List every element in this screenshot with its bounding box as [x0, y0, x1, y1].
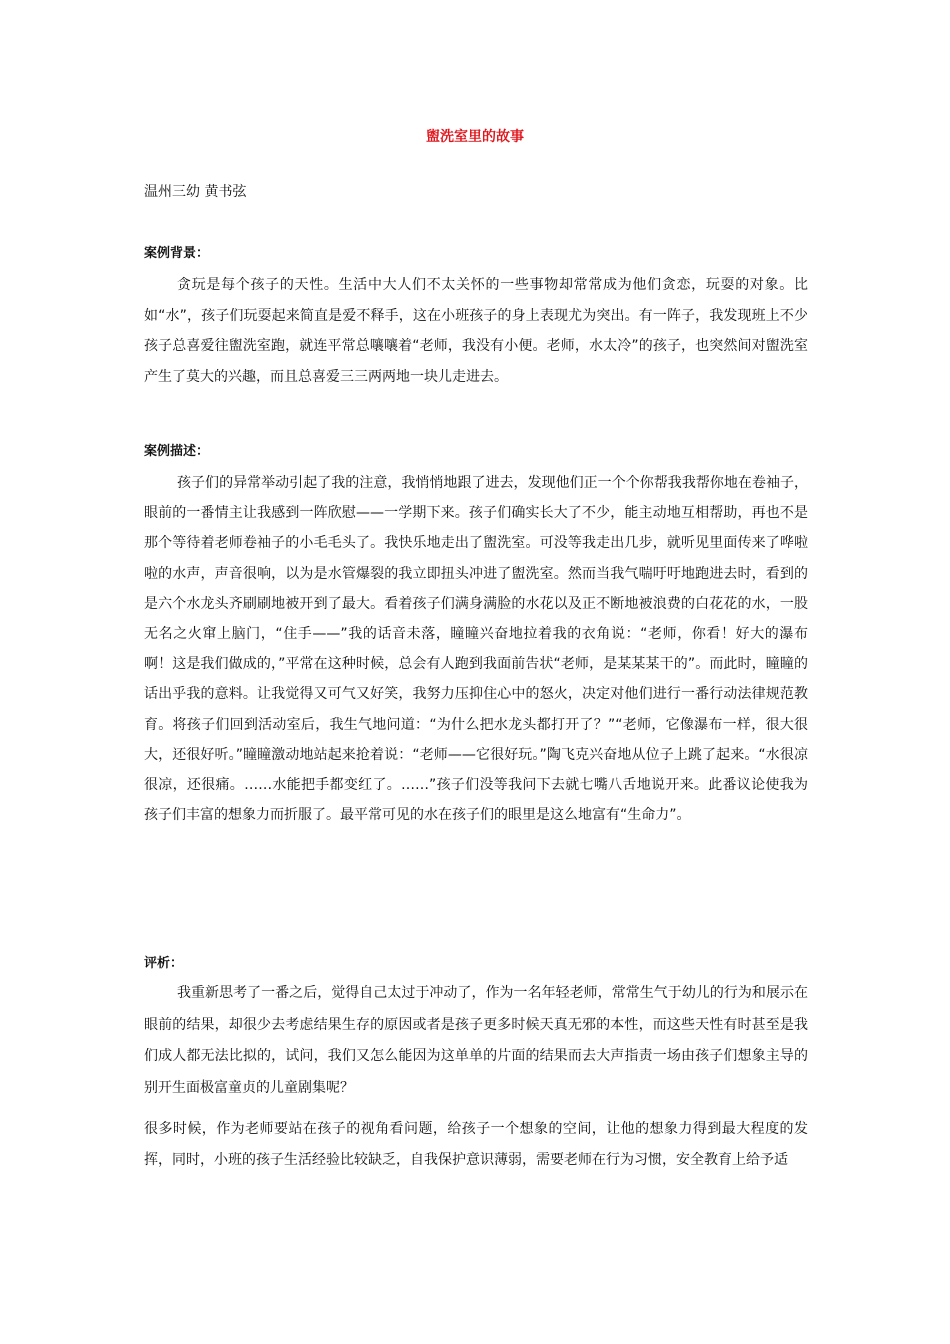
- section-heading-background: 案例背景：: [144, 246, 210, 261]
- description-paragraph: 孩子们的异常举动引起了我的注意，我悄悄地跟了进去，发现他们正一个个你帮我我帮你地在卷袖子，眼前的一番情主让我感到一阵欣慰——一学期下来。孩子们确实长大了不少，能主动地互相帮助，再也不是那个等待着老师卷袖子的小毛毛头了。我快乐地走出了盥洗室。可没等我走出几步，就听见里面传来了哗啦啦的水声，声音很响，以为是水管爆裂的我立即扭头冲进了盥洗室。然而当我气喘吁吁地跑进去时，看到的是六个水龙头齐刷刷地被开到了最大。看着孩子们满身满脸的水花以及正不断地被浪费的白花花的水，一股无名之火窜上脑门，“住手——”我的话音未落，瞳瞳兴奋地拉着我的衣角说：“老师，你看！好大的瀑布啊！这是我们做成的，”平常在这种时候，总会有人跑到我面前告状“老师，是某某某干的”。而此时，瞳瞳的话出乎我的意料。让我觉得又可气又好笑，我努力压抑住心中的怒火，决定对他们进行一番行动法律规范教育。将孩子们回到活动室后，我生气地问道：“为什么把水龙头都打开了？”“老师，它像瀑布一样，很大很大，还很好听。”瞳瞳激动地站起来抢着说：“老师——它很好玩。”陶飞克兴奋地从位子上跳了起来。“水很凉很凉，还很痛。……水能把手都变红了。……”孩子们没等我问下去就七嘴八舌地说开来。此番议论使我为孩子们丰富的想象力而折服了。最平常可见的水在孩子们的眼里是这么地富有“生命力”。: [144, 475, 808, 824]
- author-line: 温州三幼 黄书弦: [144, 184, 247, 200]
- analysis-paragraph-2: 很多时候，作为老师要站在孩子的视角看问题，给孩子一个想象的空间，让他的想象力得到最大程度的发挥，同时，小班的孩子生活经验比较缺乏，自我保护意识薄弱，需要老师在行为习惯，安全教育上给予适: [144, 1121, 808, 1168]
- analysis-paragraph-1: 我重新思考了一番之后，觉得自己太过于冲动了，作为一名年轻老师，常常生气于幼儿的行为和展示在眼前的结果，却很少去考虑结果生存的原因或者是孩子更多时候天真无邪的本性，而这些天性有时甚至是我们成人都无法比拟的，试问，我们又怎么能因为这单单的片面的结果而去大声指责一场由孩子们想象主导的别开生面极富童贞的儿童剧集呢？: [144, 985, 808, 1096]
- section-heading-analysis: 评析：: [144, 956, 184, 971]
- background-paragraph: 贪玩是每个孩子的天性。生活中大人们不太关怀的一些事物却常常成为他们贪恋，玩耍的对象。比如“水”，孩子们玩耍起来简直是爱不释手，这在小班孩子的身上表现尤为突出。有一阵子，我发现班上不少孩子总喜爱往盥洗室跑，就连平常总嚷嚷着“老师，我没有小便。老师，水太冷”的孩子，也突然间对盥洗室产生了莫大的兴趣，而且总喜爱三三两两地一块儿走进去。: [144, 277, 808, 385]
- section-heading-description: 案例描述：: [144, 444, 210, 459]
- document-title: 盥洗室里的故事: [426, 129, 524, 145]
